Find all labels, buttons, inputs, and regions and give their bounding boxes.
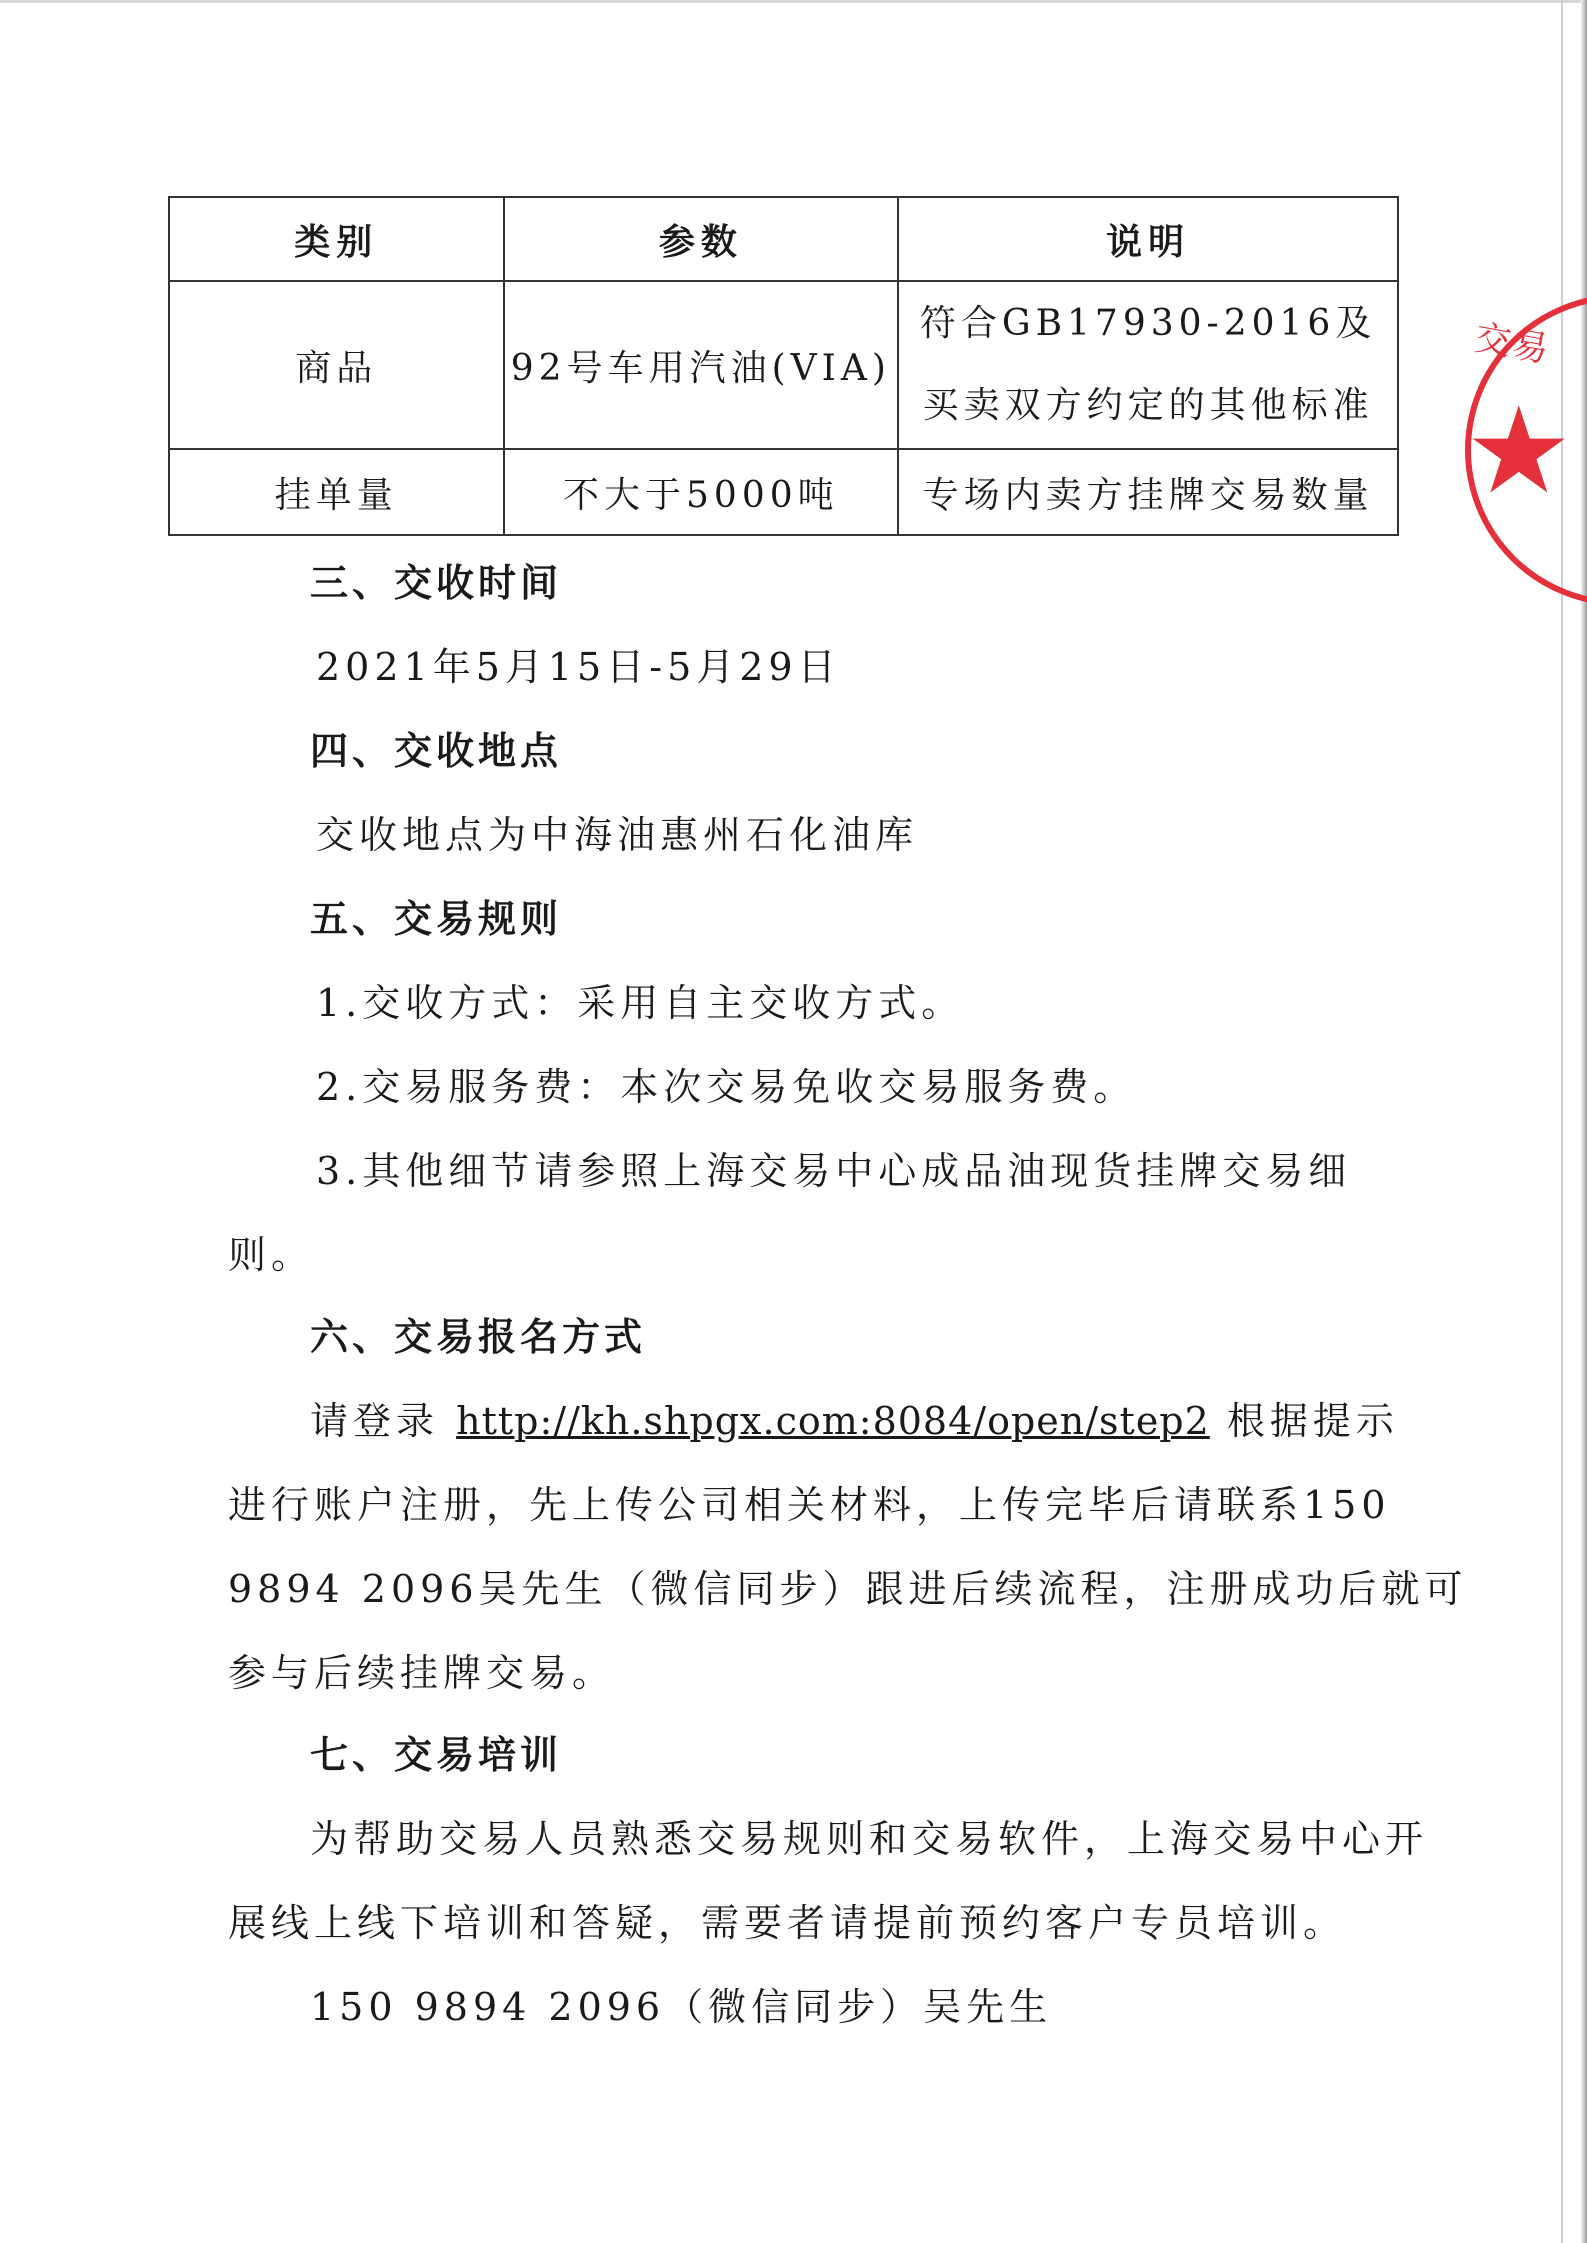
section-5-item-3-cont: 则。: [228, 1233, 315, 1277]
section-6-pre: 请登录: [310, 1399, 440, 1443]
section-5-item-2: 2.交易服务费：本次交易免收交易服务费。: [316, 1065, 1137, 1109]
section-3-heading: 三、交收时间: [310, 561, 563, 605]
cell-desc-line2: 买卖双方约定的其他标准: [922, 385, 1374, 426]
section-7-contact: 150 9894 2096（微信同步）吴先生: [310, 1985, 1053, 2029]
header-desc: 说明: [898, 197, 1398, 281]
red-seal-stamp: [1455, 280, 1587, 620]
section-3-text: 2021年5月15日-5月29日: [316, 645, 841, 689]
registration-link[interactable]: http://kh.shpgx.com:8084/open/step2: [456, 1399, 1210, 1443]
seal-text: 交易: [1471, 317, 1554, 372]
cell-param: 92号车用汽油(VIA): [504, 281, 899, 449]
section-7-heading: 七、交易培训: [310, 1733, 563, 1777]
section-5-item-1: 1.交收方式：采用自主交收方式。: [316, 981, 965, 1025]
table-row: [169, 449, 1398, 535]
section-5-heading: 五、交易规则: [310, 897, 563, 941]
section-6-post: 根据提示: [1226, 1399, 1399, 1443]
cell-desc-line1: 符合GB17930-2016及: [919, 303, 1377, 344]
spec-table: [168, 196, 1399, 536]
header-category: 类别: [169, 197, 504, 281]
table-header-row: [169, 197, 1398, 281]
cell-param: 不大于5000吨: [504, 449, 899, 535]
cell-desc: 专场内卖方挂牌交易数量: [898, 449, 1398, 535]
cell-category: 商品: [169, 281, 504, 449]
section-6-line-4: 参与后续挂牌交易。: [228, 1651, 616, 1695]
section-6-heading: 六、交易报名方式: [310, 1315, 647, 1359]
cell-desc: [898, 281, 1398, 449]
section-4-text: 交收地点为中海油惠州石化油库: [316, 813, 919, 857]
section-6-line-1: [310, 1390, 1399, 1445]
section-7-line-2: 展线上线下培训和答疑，需要者请提前预约客户专员培训。: [228, 1901, 1347, 1945]
cell-category: 挂单量: [169, 449, 504, 535]
header-param: 参数: [504, 197, 899, 281]
section-5-item-3: 3.其他细节请参照上海交易中心成品油现货挂牌交易细: [316, 1149, 1352, 1193]
section-6-line-3: 9894 2096吴先生（微信同步）跟进后续流程，注册成功后就可: [228, 1567, 1468, 1611]
section-7-line-1: 为帮助交易人员熟悉交易规则和交易软件，上海交易中心开: [310, 1817, 1429, 1861]
table-row: [169, 281, 1398, 449]
star-icon: ★: [1465, 382, 1573, 521]
section-4-heading: 四、交收地点: [310, 729, 563, 773]
section-6-line-2: 进行账户注册，先上传公司相关材料，上传完毕后请联系150: [228, 1483, 1391, 1527]
scan-edge-top: [0, 0, 1587, 3]
